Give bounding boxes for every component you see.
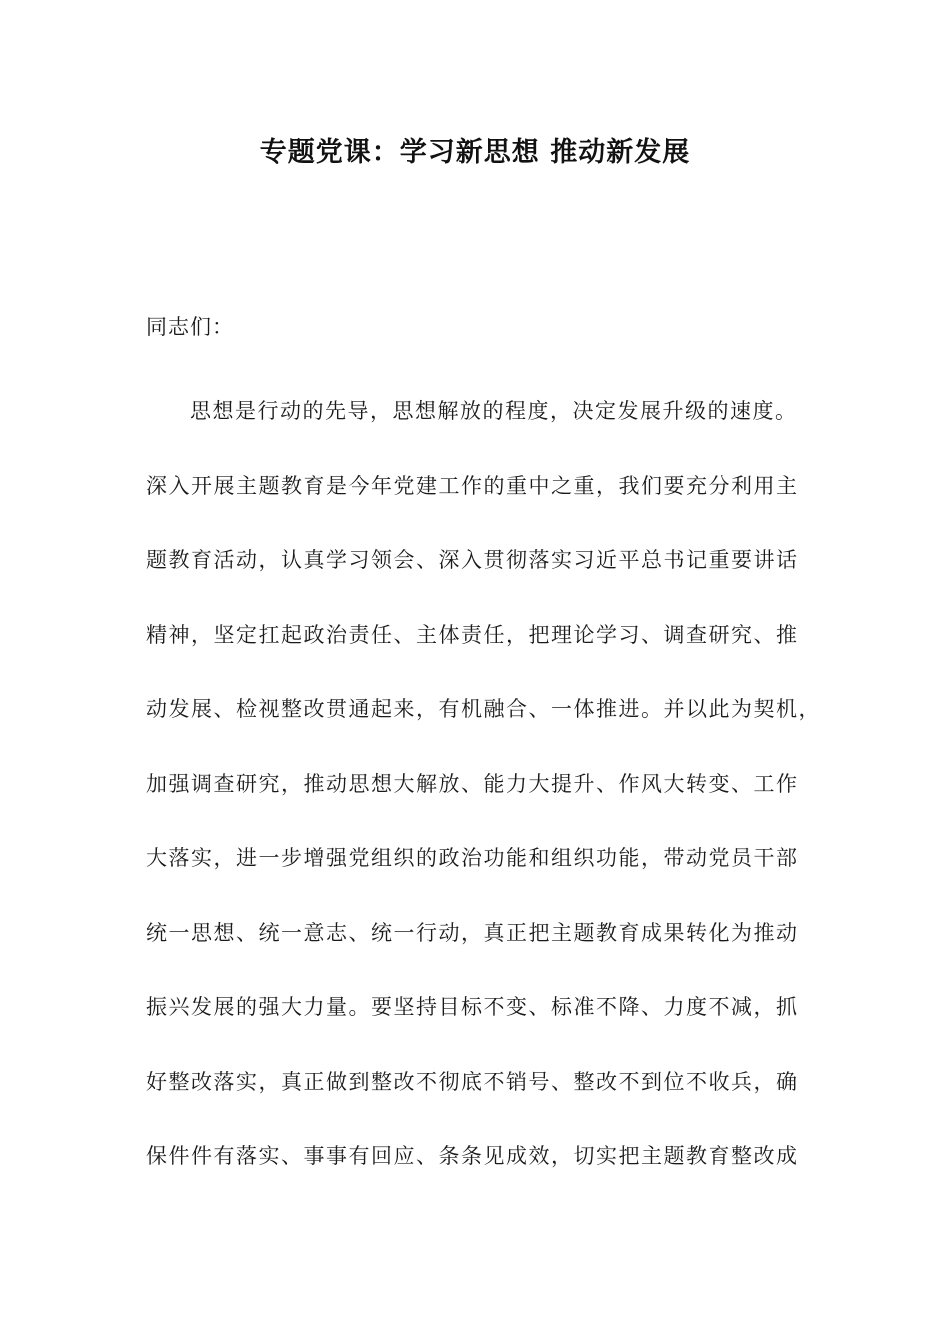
document-title: 专题党课：学习新思想 推动新发展 (259, 137, 691, 168)
body-line: 题教育活动，认真学习领会、深入贯彻落实习近平总书记重要讲话 (146, 548, 799, 572)
body-line: 振兴发展的强大力量。要坚持目标不变、标准不降、力度不减，抓 (146, 995, 799, 1019)
body-line: 动发展、检视整改贯通起来，有机融合、一体推进。并以此为契机， (146, 697, 821, 721)
body-line: 深入开展主题教育是今年党建工作的重中之重，我们要充分利用主 (146, 473, 799, 498)
body-line: 精神，坚定扛起政治责任、主体责任，把理论学习、调查研究、推 (146, 622, 799, 647)
body-line: 思想是行动的先导，思想解放的程度，决定发展升级的速度。 (190, 399, 798, 423)
salutation: 同志们： (146, 315, 234, 339)
body-line: 保件件有落实、事事有回应、条条见成效，切实把主题教育整改成 (146, 1144, 799, 1168)
body-line: 好整改落实，真正做到整改不彻底不销号、整改不到位不收兵，确 (146, 1069, 799, 1094)
body-line: 加强调查研究，推动思想大解放、能力大提升、作风大转变、工作 (146, 771, 799, 796)
body-paragraph (146, 396, 836, 1216)
body-line: 大落实，进一步增强党组织的政治功能和组织功能，带动党员干部 (146, 846, 799, 870)
body-line: 统一思想、统一意志、统一行动，真正把主题教育成果转化为推动 (146, 920, 799, 945)
